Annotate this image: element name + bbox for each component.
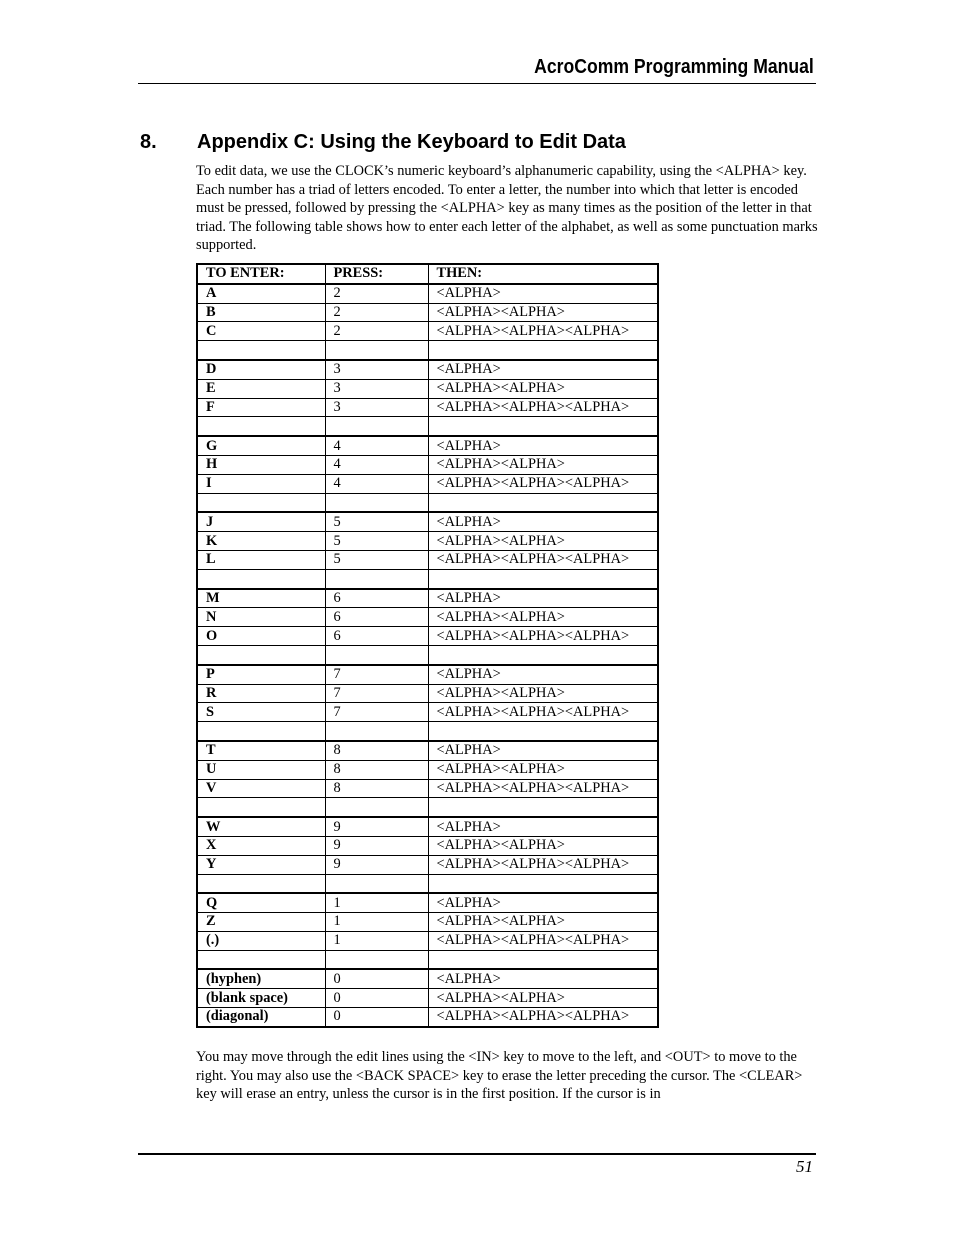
cell-enter: J <box>197 512 325 531</box>
table-row <box>197 1008 658 1027</box>
cell-then: <ALPHA><ALPHA> <box>428 379 658 398</box>
cell-enter: E <box>197 379 325 398</box>
table-row <box>197 950 658 969</box>
cell-then: <ALPHA><ALPHA> <box>428 303 658 322</box>
header-to-enter: TO ENTER: <box>197 264 325 284</box>
cell-press <box>325 341 428 360</box>
cell-press <box>325 950 428 969</box>
cell-then: <ALPHA><ALPHA> <box>428 608 658 627</box>
cell-enter: I <box>197 474 325 493</box>
page-number: 51 <box>796 1157 813 1176</box>
cell-enter: O <box>197 627 325 646</box>
cell-enter: L <box>197 550 325 569</box>
keyboard-entry-table <box>196 263 659 1028</box>
header-press: PRESS: <box>325 264 428 284</box>
cell-then: <ALPHA><ALPHA><ALPHA> <box>428 398 658 417</box>
table-row <box>197 760 658 779</box>
table-row <box>197 874 658 893</box>
cell-enter: U <box>197 760 325 779</box>
table-row <box>197 645 658 664</box>
cell-press: 1 <box>325 931 428 950</box>
table-row <box>197 398 658 417</box>
table-row <box>197 969 658 988</box>
cell-then: <ALPHA><ALPHA><ALPHA> <box>428 550 658 569</box>
table-row <box>197 722 658 741</box>
table-body <box>197 284 658 1027</box>
cell-then: <ALPHA> <box>428 589 658 608</box>
cell-enter <box>197 874 325 893</box>
cell-then: <ALPHA> <box>428 665 658 684</box>
cell-enter <box>197 493 325 512</box>
table-row <box>197 360 658 379</box>
table-row <box>197 322 658 341</box>
table-row <box>197 893 658 912</box>
cell-then: <ALPHA><ALPHA> <box>428 684 658 703</box>
header-then: THEN: <box>428 264 658 284</box>
cell-press: 0 <box>325 989 428 1008</box>
table-row <box>197 836 658 855</box>
table-row <box>197 436 658 455</box>
table-row <box>197 379 658 398</box>
cell-press: 3 <box>325 360 428 379</box>
cell-enter: C <box>197 322 325 341</box>
table-row <box>197 493 658 512</box>
cell-press <box>325 874 428 893</box>
cell-press: 5 <box>325 532 428 551</box>
cell-enter <box>197 569 325 588</box>
cell-press: 2 <box>325 322 428 341</box>
cell-then: <ALPHA> <box>428 969 658 988</box>
cell-then <box>428 417 658 436</box>
cell-enter <box>197 798 325 817</box>
cell-then: <ALPHA> <box>428 284 658 303</box>
section-number: 8. <box>140 131 157 153</box>
cell-enter: D <box>197 360 325 379</box>
cell-enter: X <box>197 836 325 855</box>
cell-press <box>325 722 428 741</box>
table-header-row <box>197 264 658 284</box>
cell-then: <ALPHA><ALPHA><ALPHA> <box>428 779 658 798</box>
cell-then: <ALPHA> <box>428 436 658 455</box>
cell-then: <ALPHA><ALPHA><ALPHA> <box>428 1008 658 1027</box>
table-row <box>197 684 658 703</box>
cell-enter: (.) <box>197 931 325 950</box>
cell-press: 3 <box>325 379 428 398</box>
cell-then <box>428 569 658 588</box>
cell-enter: S <box>197 703 325 722</box>
cell-press: 9 <box>325 855 428 874</box>
after-table-paragraph: You may move through the edit lines using the <IN> key to move to the left, and <OUT> to move to the right. You may also use the <BACK SPACE> key to erase the letter preceding the cursor. The <CLEAR> key will erase an entry, unless the cursor is in the first position. If the cursor is in <box>196 1049 803 1103</box>
header-rule <box>138 83 816 84</box>
table-row <box>197 569 658 588</box>
cell-enter <box>197 950 325 969</box>
table-row <box>197 665 658 684</box>
table-row <box>197 608 658 627</box>
cell-then: <ALPHA><ALPHA><ALPHA> <box>428 322 658 341</box>
cell-enter <box>197 722 325 741</box>
table-row <box>197 303 658 322</box>
cell-enter: B <box>197 303 325 322</box>
cell-enter: F <box>197 398 325 417</box>
cell-enter: (blank space) <box>197 989 325 1008</box>
table-row <box>197 550 658 569</box>
cell-press <box>325 493 428 512</box>
cell-then <box>428 645 658 664</box>
cell-press: 3 <box>325 398 428 417</box>
table-row <box>197 798 658 817</box>
table-row <box>197 741 658 760</box>
cell-then: <ALPHA><ALPHA><ALPHA> <box>428 474 658 493</box>
cell-then: <ALPHA><ALPHA><ALPHA> <box>428 703 658 722</box>
cell-then <box>428 874 658 893</box>
cell-then: <ALPHA><ALPHA> <box>428 760 658 779</box>
cell-press <box>325 645 428 664</box>
cell-enter: T <box>197 741 325 760</box>
cell-then: <ALPHA><ALPHA> <box>428 532 658 551</box>
cell-enter: (diagonal) <box>197 1008 325 1027</box>
cell-press: 6 <box>325 627 428 646</box>
table-row <box>197 284 658 303</box>
section-heading <box>140 131 626 154</box>
cell-press: 7 <box>325 703 428 722</box>
cell-enter: Z <box>197 913 325 932</box>
cell-enter: R <box>197 684 325 703</box>
table-row <box>197 989 658 1008</box>
cell-then: <ALPHA><ALPHA><ALPHA> <box>428 931 658 950</box>
cell-enter <box>197 341 325 360</box>
cell-press: 7 <box>325 665 428 684</box>
cell-then: <ALPHA><ALPHA> <box>428 913 658 932</box>
table-row <box>197 532 658 551</box>
cell-then <box>428 798 658 817</box>
cell-press: 5 <box>325 550 428 569</box>
cell-press: 6 <box>325 589 428 608</box>
footer-rule <box>138 1153 816 1155</box>
cell-press: 0 <box>325 969 428 988</box>
table-row <box>197 589 658 608</box>
cell-enter: Q <box>197 893 325 912</box>
cell-then: <ALPHA><ALPHA><ALPHA> <box>428 627 658 646</box>
cell-press: 0 <box>325 1008 428 1027</box>
table-row <box>197 913 658 932</box>
cell-press: 1 <box>325 913 428 932</box>
cell-press: 6 <box>325 608 428 627</box>
cell-press: 8 <box>325 741 428 760</box>
cell-press: 9 <box>325 817 428 836</box>
cell-press: 4 <box>325 474 428 493</box>
table-row <box>197 817 658 836</box>
cell-enter: P <box>197 665 325 684</box>
cell-press <box>325 798 428 817</box>
cell-enter: M <box>197 589 325 608</box>
cell-enter <box>197 417 325 436</box>
cell-then: <ALPHA> <box>428 360 658 379</box>
cell-then: <ALPHA><ALPHA> <box>428 989 658 1008</box>
cell-enter: G <box>197 436 325 455</box>
table-row <box>197 779 658 798</box>
cell-then <box>428 950 658 969</box>
table-row <box>197 417 658 436</box>
cell-press <box>325 417 428 436</box>
cell-enter: N <box>197 608 325 627</box>
cell-press: 2 <box>325 284 428 303</box>
cell-press: 2 <box>325 303 428 322</box>
table-row <box>197 512 658 531</box>
cell-then: <ALPHA><ALPHA> <box>428 455 658 474</box>
cell-then <box>428 341 658 360</box>
cell-enter: Y <box>197 855 325 874</box>
cell-press: 4 <box>325 455 428 474</box>
cell-enter: A <box>197 284 325 303</box>
cell-press: 5 <box>325 512 428 531</box>
table-row <box>197 855 658 874</box>
cell-then: <ALPHA> <box>428 741 658 760</box>
cell-press: 1 <box>325 893 428 912</box>
cell-enter: V <box>197 779 325 798</box>
intro-paragraph: To edit data, we use the CLOCK’s numeric keyboard’s alphanumeric capability, using the <ALPHA> key. Each number has a triad of letters encoded. To enter a letter, the number into which that letter is encoded must be pressed, followed by pressing the <ALPHA> key as many times as the position of the letter in that triad. The following table shows how to enter each letter of the alphabet, as well as some punctuation marks supported. <box>196 163 818 254</box>
cell-press: 9 <box>325 836 428 855</box>
cell-then <box>428 722 658 741</box>
table-row <box>197 341 658 360</box>
cell-enter: H <box>197 455 325 474</box>
cell-then <box>428 493 658 512</box>
cell-then: <ALPHA><ALPHA> <box>428 836 658 855</box>
cell-press: 7 <box>325 684 428 703</box>
table-row <box>197 455 658 474</box>
cell-enter: W <box>197 817 325 836</box>
cell-press <box>325 569 428 588</box>
cell-then: <ALPHA><ALPHA><ALPHA> <box>428 855 658 874</box>
table-row <box>197 931 658 950</box>
table-row <box>197 627 658 646</box>
cell-enter: (hyphen) <box>197 969 325 988</box>
section-title: Appendix C: Using the Keyboard to Edit Data <box>197 131 626 153</box>
cell-press: 8 <box>325 760 428 779</box>
cell-enter: K <box>197 532 325 551</box>
cell-press: 4 <box>325 436 428 455</box>
cell-then: <ALPHA> <box>428 817 658 836</box>
cell-then: <ALPHA> <box>428 512 658 531</box>
table-row <box>197 474 658 493</box>
table-row <box>197 703 658 722</box>
running-header-title: AcroComm Programming Manual <box>534 56 814 78</box>
cell-enter <box>197 645 325 664</box>
cell-press: 8 <box>325 779 428 798</box>
cell-then: <ALPHA> <box>428 893 658 912</box>
